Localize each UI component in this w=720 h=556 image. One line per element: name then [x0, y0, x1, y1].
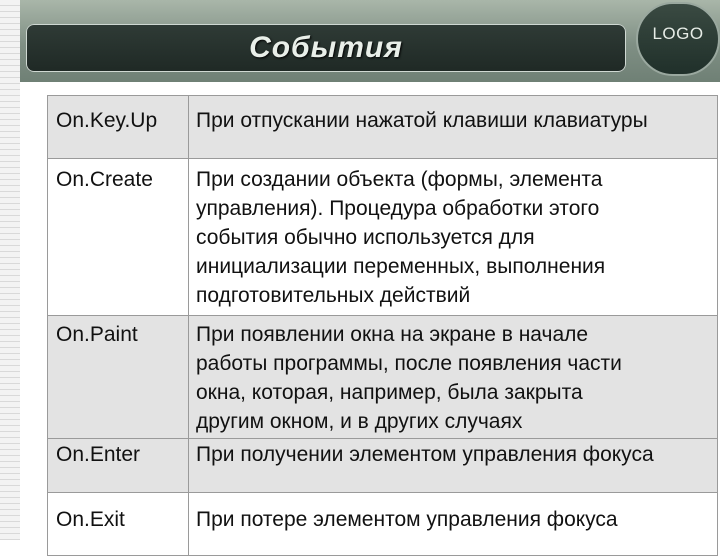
table-row — [48, 439, 718, 493]
event-name: On.Enter — [56, 443, 141, 466]
event-name: On.Exit — [56, 508, 125, 531]
event-name-cell — [48, 493, 189, 556]
event-description: При появлении окна на экране в начале работы программы, после появления части окна, которая, например, была закрыта другим окном, и в других случаях — [196, 323, 622, 433]
event-description-cell — [189, 439, 718, 493]
event-name-cell — [48, 159, 189, 316]
logo-badge — [636, 2, 720, 76]
event-name-cell — [48, 439, 189, 493]
left-decorative-strip — [0, 0, 20, 540]
slide-title: События — [249, 31, 403, 64]
table-row — [48, 493, 718, 556]
header-divider — [20, 82, 720, 85]
event-name-cell — [48, 316, 189, 439]
title-panel — [26, 24, 626, 72]
event-description: При отпускании нажатой клавиши клавиатуры — [196, 109, 648, 132]
table-row — [48, 316, 718, 439]
event-name: On.Create — [56, 168, 153, 191]
event-description: При создании объекта (формы, элемента управления). Процедура обработки этого события обычно используется для инициализации переменных, выполнения подготовительных действий — [196, 168, 606, 307]
event-description-cell — [189, 493, 718, 556]
event-description: При получении элементом управления фокуса — [196, 443, 654, 466]
event-description: При потере элементом управления фокуса — [196, 508, 618, 531]
event-description-cell — [189, 316, 718, 439]
table-row — [48, 96, 718, 159]
logo-text: LOGO — [652, 24, 704, 43]
events-table — [47, 95, 718, 556]
event-name: On.Paint — [56, 323, 138, 346]
table-row — [48, 159, 718, 316]
event-description-cell — [189, 96, 718, 159]
event-name-cell — [48, 96, 189, 159]
event-name: On.Key.Up — [56, 109, 158, 132]
event-description-cell — [189, 159, 718, 316]
